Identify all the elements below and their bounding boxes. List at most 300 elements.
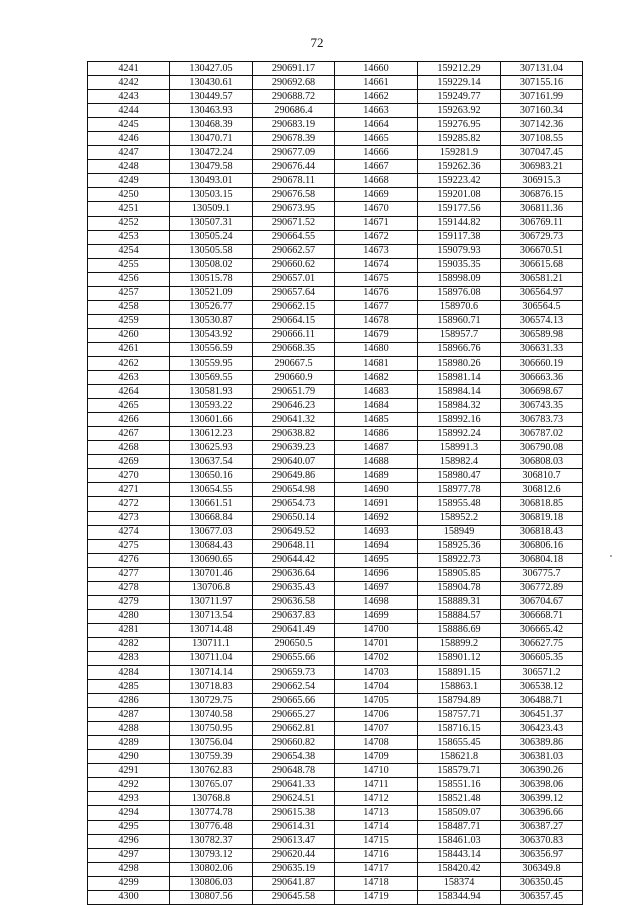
y-coordinate-right-cell: 306660.19	[501, 356, 583, 370]
x-coordinate-right-cell: 158982.4	[418, 455, 501, 469]
x-coordinate-right-cell: 158949	[418, 525, 501, 539]
y-coordinate-right-cell: 306808.03	[501, 455, 583, 469]
x-coordinate-right-cell: 158420.42	[418, 862, 501, 876]
y-coordinate-left-cell: 290640.07	[253, 455, 335, 469]
point-number-left-cell: 4249	[88, 174, 170, 188]
point-number-left-cell: 4255	[88, 258, 170, 272]
scan-speck	[610, 555, 612, 557]
y-coordinate-left-cell: 290691.17	[253, 62, 335, 76]
point-number-left-cell: 4282	[88, 637, 170, 651]
y-coordinate-right-cell: 306670.51	[501, 244, 583, 258]
x-coordinate-right-cell: 158976.08	[418, 286, 501, 300]
x-coordinate-left-cell: 130729.75	[170, 694, 253, 708]
x-coordinate-right-cell: 159229.14	[418, 76, 501, 90]
y-coordinate-left-cell: 290644.42	[253, 553, 335, 567]
x-coordinate-right-cell: 158984.14	[418, 385, 501, 399]
x-coordinate-left-cell: 130713.54	[170, 609, 253, 623]
point-number-right-cell: 14715	[335, 834, 418, 848]
x-coordinate-left-cell: 130472.24	[170, 146, 253, 160]
point-number-left-cell: 4295	[88, 820, 170, 834]
table-row	[88, 216, 583, 230]
x-coordinate-left-cell: 130505.24	[170, 230, 253, 244]
x-coordinate-right-cell: 159035.35	[418, 258, 501, 272]
point-number-left-cell: 4275	[88, 539, 170, 553]
point-number-left-cell: 4292	[88, 778, 170, 792]
y-coordinate-left-cell: 290613.47	[253, 834, 335, 848]
point-number-right-cell: 14683	[335, 385, 418, 399]
point-number-right-cell: 14695	[335, 553, 418, 567]
point-number-left-cell: 4264	[88, 385, 170, 399]
y-coordinate-right-cell: 306665.42	[501, 623, 583, 637]
x-coordinate-right-cell: 159285.82	[418, 132, 501, 146]
y-coordinate-right-cell: 306589.98	[501, 328, 583, 342]
y-coordinate-left-cell: 290692.68	[253, 76, 335, 90]
table-row	[88, 876, 583, 890]
point-number-left-cell: 4293	[88, 792, 170, 806]
y-coordinate-left-cell: 290641.87	[253, 876, 335, 890]
x-coordinate-left-cell: 130807.56	[170, 890, 253, 904]
y-coordinate-right-cell: 306564.97	[501, 286, 583, 300]
x-coordinate-right-cell: 158904.78	[418, 581, 501, 595]
point-number-right-cell: 14665	[335, 132, 418, 146]
x-coordinate-right-cell: 158981.14	[418, 371, 501, 385]
x-coordinate-left-cell: 130711.1	[170, 637, 253, 651]
x-coordinate-right-cell: 158905.85	[418, 567, 501, 581]
y-coordinate-left-cell: 290615.38	[253, 806, 335, 820]
point-number-left-cell: 4253	[88, 230, 170, 244]
point-number-right-cell: 14682	[335, 371, 418, 385]
table-row	[88, 581, 583, 595]
table-row	[88, 778, 583, 792]
x-coordinate-right-cell: 159262.36	[418, 160, 501, 174]
table-row	[88, 469, 583, 483]
x-coordinate-left-cell: 130714.48	[170, 623, 253, 637]
point-number-left-cell: 4283	[88, 651, 170, 665]
y-coordinate-left-cell: 290646.23	[253, 399, 335, 413]
y-coordinate-left-cell: 290665.66	[253, 694, 335, 708]
point-number-left-cell: 4241	[88, 62, 170, 76]
y-coordinate-left-cell: 290655.66	[253, 651, 335, 665]
table-row	[88, 356, 583, 370]
point-number-left-cell: 4242	[88, 76, 170, 90]
x-coordinate-left-cell: 130430.61	[170, 76, 253, 90]
table-row	[88, 202, 583, 216]
point-number-right-cell: 14718	[335, 876, 418, 890]
y-coordinate-right-cell: 306775.7	[501, 567, 583, 581]
table-row	[88, 862, 583, 876]
x-coordinate-right-cell: 158955.48	[418, 497, 501, 511]
y-coordinate-left-cell: 290636.58	[253, 595, 335, 609]
point-number-right-cell: 14669	[335, 188, 418, 202]
point-number-right-cell: 14677	[335, 300, 418, 314]
y-coordinate-right-cell: 306769.11	[501, 216, 583, 230]
table-row	[88, 497, 583, 511]
y-coordinate-right-cell: 306581.21	[501, 272, 583, 286]
x-coordinate-left-cell: 130677.03	[170, 525, 253, 539]
y-coordinate-right-cell: 307160.34	[501, 104, 583, 118]
point-number-right-cell: 14661	[335, 76, 418, 90]
x-coordinate-left-cell: 130768.8	[170, 792, 253, 806]
x-coordinate-right-cell: 159281.9	[418, 146, 501, 160]
x-coordinate-left-cell: 130759.39	[170, 750, 253, 764]
point-number-left-cell: 4294	[88, 806, 170, 820]
point-number-right-cell: 14680	[335, 342, 418, 356]
coordinates-table	[87, 61, 583, 905]
y-coordinate-left-cell: 290641.49	[253, 623, 335, 637]
y-coordinate-left-cell: 290654.38	[253, 750, 335, 764]
point-number-left-cell: 4274	[88, 525, 170, 539]
y-coordinate-right-cell: 306488.71	[501, 694, 583, 708]
table-row	[88, 399, 583, 413]
point-number-right-cell: 14663	[335, 104, 418, 118]
y-coordinate-right-cell: 306743.35	[501, 399, 583, 413]
point-number-left-cell: 4266	[88, 413, 170, 427]
point-number-right-cell: 14712	[335, 792, 418, 806]
point-number-right-cell: 14673	[335, 244, 418, 258]
y-coordinate-left-cell: 290641.32	[253, 413, 335, 427]
y-coordinate-right-cell: 306663.36	[501, 371, 583, 385]
x-coordinate-right-cell: 158992.24	[418, 427, 501, 441]
point-number-right-cell: 14670	[335, 202, 418, 216]
point-number-left-cell: 4290	[88, 750, 170, 764]
y-coordinate-right-cell: 306810.7	[501, 469, 583, 483]
point-number-right-cell: 14696	[335, 567, 418, 581]
point-number-right-cell: 14714	[335, 820, 418, 834]
y-coordinate-left-cell: 290676.58	[253, 188, 335, 202]
x-coordinate-right-cell: 158922.73	[418, 553, 501, 567]
x-coordinate-right-cell: 158891.15	[418, 666, 501, 680]
x-coordinate-left-cell: 130711.97	[170, 595, 253, 609]
point-number-right-cell: 14702	[335, 651, 418, 665]
point-number-right-cell: 14674	[335, 258, 418, 272]
y-coordinate-left-cell: 290662.57	[253, 244, 335, 258]
point-number-left-cell: 4265	[88, 399, 170, 413]
y-coordinate-left-cell: 290662.54	[253, 680, 335, 694]
x-coordinate-right-cell: 158960.71	[418, 314, 501, 328]
table-row	[88, 160, 583, 174]
y-coordinate-left-cell: 290641.33	[253, 778, 335, 792]
point-number-left-cell: 4286	[88, 694, 170, 708]
x-coordinate-right-cell: 158521.48	[418, 792, 501, 806]
table-row	[88, 722, 583, 736]
y-coordinate-left-cell: 290650.5	[253, 637, 335, 651]
table-row	[88, 820, 583, 834]
table-row	[88, 637, 583, 651]
y-coordinate-left-cell: 290662.15	[253, 300, 335, 314]
point-number-right-cell: 14689	[335, 469, 418, 483]
y-coordinate-right-cell: 306631.33	[501, 342, 583, 356]
x-coordinate-left-cell: 130762.83	[170, 764, 253, 778]
x-coordinate-left-cell: 130650.16	[170, 469, 253, 483]
point-number-right-cell: 14668	[335, 174, 418, 188]
table-row	[88, 188, 583, 202]
y-coordinate-left-cell: 290678.11	[253, 174, 335, 188]
table-row	[88, 736, 583, 750]
x-coordinate-right-cell: 159263.92	[418, 104, 501, 118]
y-coordinate-right-cell: 306398.06	[501, 778, 583, 792]
x-coordinate-right-cell: 158551.16	[418, 778, 501, 792]
x-coordinate-right-cell: 158621.8	[418, 750, 501, 764]
x-coordinate-right-cell: 158509.07	[418, 806, 501, 820]
x-coordinate-right-cell: 158992.16	[418, 413, 501, 427]
y-coordinate-right-cell: 306819.18	[501, 511, 583, 525]
point-number-right-cell: 14676	[335, 286, 418, 300]
x-coordinate-right-cell: 158655.45	[418, 736, 501, 750]
y-coordinate-right-cell: 306806.16	[501, 539, 583, 553]
point-number-left-cell: 4276	[88, 553, 170, 567]
y-coordinate-right-cell: 306812.6	[501, 483, 583, 497]
y-coordinate-right-cell: 306804.18	[501, 553, 583, 567]
table-row	[88, 525, 583, 539]
x-coordinate-right-cell: 158344.94	[418, 890, 501, 904]
y-coordinate-left-cell: 290624.51	[253, 792, 335, 806]
table-row	[88, 230, 583, 244]
table-row	[88, 595, 583, 609]
y-coordinate-right-cell: 306698.67	[501, 385, 583, 399]
y-coordinate-left-cell: 290664.55	[253, 230, 335, 244]
table-row	[88, 62, 583, 76]
point-number-right-cell: 14710	[335, 764, 418, 778]
table-row	[88, 567, 583, 581]
x-coordinate-right-cell: 158984.32	[418, 399, 501, 413]
point-number-right-cell: 14707	[335, 722, 418, 736]
x-coordinate-right-cell: 158899.2	[418, 637, 501, 651]
x-coordinate-right-cell: 159117.38	[418, 230, 501, 244]
x-coordinate-left-cell: 130507.31	[170, 216, 253, 230]
x-coordinate-right-cell: 158998.09	[418, 272, 501, 286]
y-coordinate-left-cell: 290671.52	[253, 216, 335, 230]
table-row	[88, 76, 583, 90]
point-number-left-cell: 4259	[88, 314, 170, 328]
y-coordinate-left-cell: 290660.62	[253, 258, 335, 272]
point-number-right-cell: 14662	[335, 90, 418, 104]
x-coordinate-left-cell: 130505.58	[170, 244, 253, 258]
point-number-left-cell: 4258	[88, 300, 170, 314]
point-number-right-cell: 14667	[335, 160, 418, 174]
point-number-left-cell: 4263	[88, 371, 170, 385]
y-coordinate-right-cell: 306818.85	[501, 497, 583, 511]
table-row	[88, 342, 583, 356]
point-number-right-cell: 14664	[335, 118, 418, 132]
y-coordinate-right-cell: 306605.35	[501, 651, 583, 665]
x-coordinate-left-cell: 130521.09	[170, 286, 253, 300]
table-row	[88, 609, 583, 623]
x-coordinate-right-cell: 159079.93	[418, 244, 501, 258]
point-number-right-cell: 14700	[335, 623, 418, 637]
y-coordinate-right-cell: 306399.12	[501, 792, 583, 806]
table-row	[88, 413, 583, 427]
x-coordinate-left-cell: 130493.01	[170, 174, 253, 188]
y-coordinate-left-cell: 290657.01	[253, 272, 335, 286]
y-coordinate-left-cell: 290660.9	[253, 371, 335, 385]
x-coordinate-right-cell: 158966.76	[418, 342, 501, 356]
x-coordinate-left-cell: 130515.78	[170, 272, 253, 286]
x-coordinate-right-cell: 158889.31	[418, 595, 501, 609]
point-number-right-cell: 14681	[335, 356, 418, 370]
x-coordinate-left-cell: 130543.92	[170, 328, 253, 342]
y-coordinate-right-cell: 306772.89	[501, 581, 583, 595]
table-row	[88, 132, 583, 146]
y-coordinate-right-cell: 307155.16	[501, 76, 583, 90]
x-coordinate-left-cell: 130654.55	[170, 483, 253, 497]
y-coordinate-right-cell: 306790.08	[501, 441, 583, 455]
x-coordinate-left-cell: 130690.65	[170, 553, 253, 567]
x-coordinate-right-cell: 158925.36	[418, 539, 501, 553]
y-coordinate-right-cell: 306915.3	[501, 174, 583, 188]
table-row	[88, 272, 583, 286]
table-row	[88, 146, 583, 160]
y-coordinate-left-cell: 290688.72	[253, 90, 335, 104]
point-number-right-cell: 14713	[335, 806, 418, 820]
table-row	[88, 694, 583, 708]
x-coordinate-left-cell: 130449.57	[170, 90, 253, 104]
y-coordinate-left-cell: 290645.58	[253, 890, 335, 904]
x-coordinate-left-cell: 130661.51	[170, 497, 253, 511]
y-coordinate-right-cell: 306787.02	[501, 427, 583, 441]
point-number-left-cell: 4287	[88, 708, 170, 722]
x-coordinate-left-cell: 130793.12	[170, 848, 253, 862]
point-number-left-cell: 4298	[88, 862, 170, 876]
y-coordinate-right-cell: 307161.99	[501, 90, 583, 104]
y-coordinate-right-cell: 306357.45	[501, 890, 583, 904]
y-coordinate-left-cell: 290683.19	[253, 118, 335, 132]
point-number-left-cell: 4252	[88, 216, 170, 230]
point-number-left-cell: 4278	[88, 581, 170, 595]
y-coordinate-right-cell: 306390.26	[501, 764, 583, 778]
point-number-left-cell: 4273	[88, 511, 170, 525]
y-coordinate-left-cell: 290659.73	[253, 666, 335, 680]
point-number-right-cell: 14709	[335, 750, 418, 764]
x-coordinate-left-cell: 130427.05	[170, 62, 253, 76]
point-number-right-cell: 14701	[335, 637, 418, 651]
y-coordinate-left-cell: 290635.43	[253, 581, 335, 595]
y-coordinate-right-cell: 306876.15	[501, 188, 583, 202]
x-coordinate-left-cell: 130706.8	[170, 581, 253, 595]
point-number-left-cell: 4262	[88, 356, 170, 370]
y-coordinate-right-cell: 306983.21	[501, 160, 583, 174]
point-number-right-cell: 14688	[335, 455, 418, 469]
point-number-right-cell: 14684	[335, 399, 418, 413]
point-number-left-cell: 4267	[88, 427, 170, 441]
x-coordinate-right-cell: 159201.08	[418, 188, 501, 202]
x-coordinate-left-cell: 130782.37	[170, 834, 253, 848]
table-row	[88, 258, 583, 272]
point-number-right-cell: 14703	[335, 666, 418, 680]
point-number-right-cell: 14716	[335, 848, 418, 862]
y-coordinate-right-cell: 306571.2	[501, 666, 583, 680]
x-coordinate-left-cell: 130750.95	[170, 722, 253, 736]
y-coordinate-left-cell: 290651.79	[253, 385, 335, 399]
table-row	[88, 441, 583, 455]
point-number-left-cell: 4289	[88, 736, 170, 750]
x-coordinate-right-cell: 158863.1	[418, 680, 501, 694]
y-coordinate-left-cell: 290668.35	[253, 342, 335, 356]
point-number-left-cell: 4281	[88, 623, 170, 637]
point-number-right-cell: 14675	[335, 272, 418, 286]
point-number-left-cell: 4254	[88, 244, 170, 258]
point-number-left-cell: 4256	[88, 272, 170, 286]
y-coordinate-left-cell: 290677.09	[253, 146, 335, 160]
x-coordinate-right-cell: 158957.7	[418, 328, 501, 342]
point-number-left-cell: 4243	[88, 90, 170, 104]
point-number-right-cell: 14719	[335, 890, 418, 904]
y-coordinate-left-cell: 290660.82	[253, 736, 335, 750]
table-row	[88, 750, 583, 764]
table-row	[88, 651, 583, 665]
x-coordinate-right-cell: 158977.78	[418, 483, 501, 497]
x-coordinate-right-cell: 158487.71	[418, 820, 501, 834]
point-number-left-cell: 4257	[88, 286, 170, 300]
point-number-right-cell: 14697	[335, 581, 418, 595]
point-number-right-cell: 14660	[335, 62, 418, 76]
table-row	[88, 806, 583, 820]
point-number-left-cell: 4291	[88, 764, 170, 778]
y-coordinate-right-cell: 306349.8	[501, 862, 583, 876]
y-coordinate-right-cell: 307142.36	[501, 118, 583, 132]
point-number-right-cell: 14706	[335, 708, 418, 722]
x-coordinate-left-cell: 130668.84	[170, 511, 253, 525]
x-coordinate-left-cell: 130526.77	[170, 300, 253, 314]
y-coordinate-right-cell: 306627.75	[501, 637, 583, 651]
x-coordinate-right-cell: 159177.56	[418, 202, 501, 216]
y-coordinate-right-cell: 306356.97	[501, 848, 583, 862]
x-coordinate-left-cell: 130756.04	[170, 736, 253, 750]
point-number-left-cell: 4261	[88, 342, 170, 356]
x-coordinate-left-cell: 130684.43	[170, 539, 253, 553]
y-coordinate-right-cell: 306783.73	[501, 413, 583, 427]
x-coordinate-right-cell: 158901.12	[418, 651, 501, 665]
point-number-right-cell: 14704	[335, 680, 418, 694]
x-coordinate-right-cell: 158980.26	[418, 356, 501, 370]
x-coordinate-right-cell: 159212.29	[418, 62, 501, 76]
x-coordinate-left-cell: 130530.87	[170, 314, 253, 328]
x-coordinate-right-cell: 159249.77	[418, 90, 501, 104]
point-number-left-cell: 4272	[88, 497, 170, 511]
x-coordinate-left-cell: 130556.59	[170, 342, 253, 356]
x-coordinate-left-cell: 130774.78	[170, 806, 253, 820]
x-coordinate-right-cell: 158952.2	[418, 511, 501, 525]
point-number-right-cell: 14705	[335, 694, 418, 708]
table-row	[88, 483, 583, 497]
point-number-left-cell: 4268	[88, 441, 170, 455]
x-coordinate-left-cell: 130740.58	[170, 708, 253, 722]
x-coordinate-left-cell: 130612.23	[170, 427, 253, 441]
table-row	[88, 455, 583, 469]
point-number-right-cell: 14691	[335, 497, 418, 511]
y-coordinate-right-cell: 306811.36	[501, 202, 583, 216]
table-row	[88, 553, 583, 567]
point-number-right-cell: 14672	[335, 230, 418, 244]
y-coordinate-right-cell: 306396.66	[501, 806, 583, 820]
y-coordinate-left-cell: 290662.81	[253, 722, 335, 736]
y-coordinate-right-cell: 306389.86	[501, 736, 583, 750]
x-coordinate-right-cell: 158443.14	[418, 848, 501, 862]
point-number-right-cell: 14698	[335, 595, 418, 609]
x-coordinate-right-cell: 158970.6	[418, 300, 501, 314]
x-coordinate-left-cell: 130701.46	[170, 567, 253, 581]
y-coordinate-left-cell: 290649.52	[253, 525, 335, 539]
table-row	[88, 385, 583, 399]
point-number-left-cell: 4244	[88, 104, 170, 118]
y-coordinate-right-cell: 306729.73	[501, 230, 583, 244]
point-number-right-cell: 14685	[335, 413, 418, 427]
point-number-right-cell: 14708	[335, 736, 418, 750]
table-row	[88, 118, 583, 132]
x-coordinate-left-cell: 130765.07	[170, 778, 253, 792]
x-coordinate-left-cell: 130479.58	[170, 160, 253, 174]
y-coordinate-right-cell: 306538.12	[501, 680, 583, 694]
table-row	[88, 300, 583, 314]
